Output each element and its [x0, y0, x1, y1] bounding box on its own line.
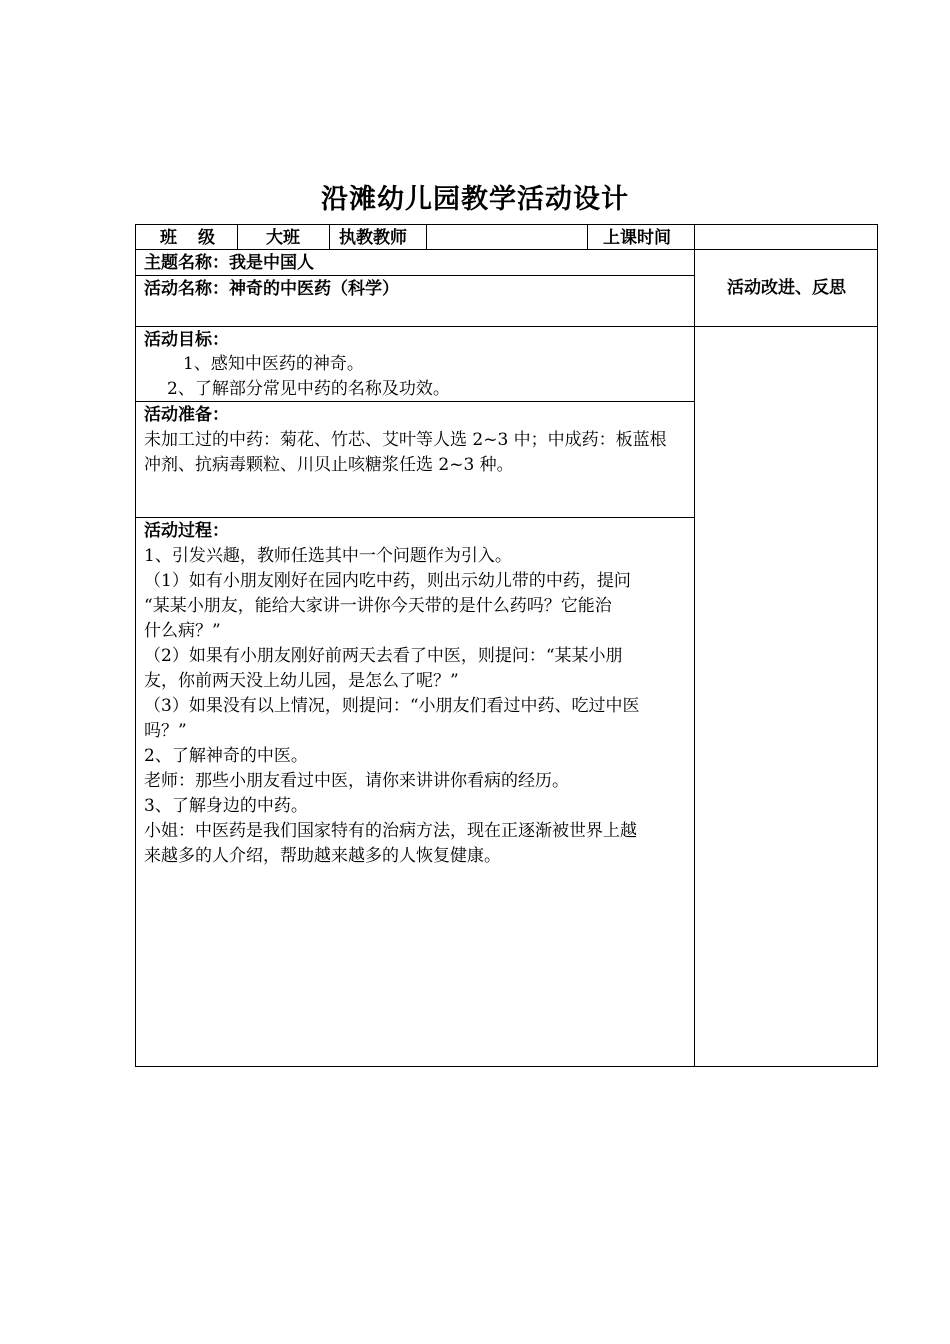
process-line: （2）如果有小朋友刚好前两天去看了中医，则提问：“某某小朋: [144, 646, 623, 666]
process-line: “某某小朋友，能给大家讲一讲你今天带的是什么药吗？它能治: [144, 596, 612, 616]
preparation-line-2: 冲剂、抗病毒颗粒、川贝止咳糖浆任选 2~3 种。: [144, 455, 514, 475]
process-line: 来越多的人介绍，帮助越来越多的人恢复健康。: [144, 846, 501, 866]
goal-item-1: 1、感知中医药的神奇。: [183, 354, 364, 374]
goal-item-2: 2、了解部分常见中药的名称及功效。: [167, 379, 450, 399]
class-value: 大班: [266, 228, 300, 248]
process-line: 3、了解身边的中药。: [144, 796, 308, 816]
rule-activity-bottom: [135, 326, 878, 327]
process-line: 友，你前两天没上幼儿园，是怎么了呢？”: [144, 671, 459, 691]
rule-theme-bottom: [135, 275, 695, 276]
process-heading: 活动过程：: [144, 521, 229, 541]
rule-col-4: [587, 224, 588, 249]
rule-col-3: [426, 224, 427, 249]
rule-reflection-divider: [694, 224, 695, 1067]
rule-col-2: [329, 224, 330, 249]
activity-name: 活动名称：神奇的中医药（科学）: [144, 279, 399, 299]
time-label: 上课时间: [603, 228, 671, 248]
process-line: 吗？”: [144, 721, 187, 741]
process-line: 老师：那些小朋友看过中医，请你来讲讲你看病的经历。: [144, 771, 569, 791]
process-line: （1）如有小朋友刚好在园内吃中药，则出示幼儿带的中药，提问: [144, 571, 631, 591]
rule-preparation-bottom: [135, 517, 695, 518]
process-line: （3）如果没有以上情况，则提问：“小朋友们看过中药、吃过中医: [144, 696, 640, 716]
process-line: 2、了解神奇的中医。: [144, 746, 308, 766]
teacher-label: 执教教师: [339, 228, 407, 248]
theme-name: 主题名称：我是中国人: [144, 253, 314, 273]
document-title: 沿滩幼儿园教学活动设计: [321, 184, 629, 215]
preparation-heading: 活动准备：: [144, 405, 229, 425]
reflection-heading: 活动改进、反思: [727, 278, 846, 298]
class-label: 班 级: [160, 228, 217, 248]
process-line: 什么病？”: [144, 621, 221, 641]
preparation-line-1: 未加工过的中药：菊花、竹芯、艾叶等人选 2~3 中；中成药：板蓝根: [144, 430, 667, 450]
process-line: 小姐：中医药是我们国家特有的治病方法，现在正逐渐被世界上越: [144, 821, 637, 841]
goals-heading: 活动目标：: [144, 330, 229, 350]
process-line: 1、引发兴趣，教师任选其中一个问题作为引入。: [144, 546, 512, 566]
